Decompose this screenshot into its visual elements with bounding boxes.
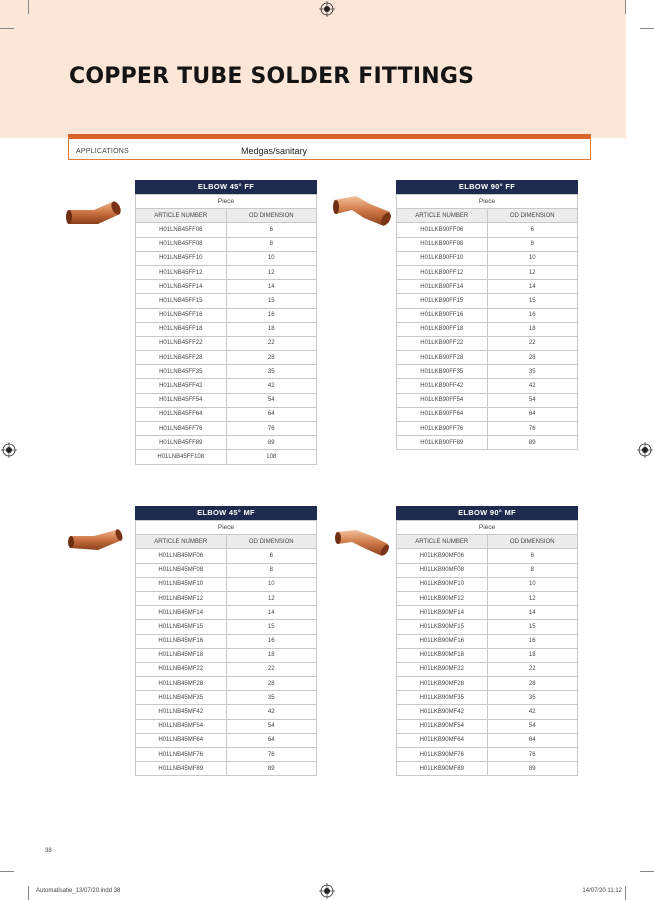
table-title: ELBOW 90° FF [396, 180, 578, 194]
column-header: OD DIMENSION [226, 535, 317, 549]
article-number-cell: H01LKB90MF06 [397, 549, 488, 563]
od-dimension-cell: 14 [226, 280, 317, 294]
od-dimension-cell: 28 [226, 677, 317, 691]
od-dimension-cell: 42 [487, 379, 578, 393]
registration-mark-icon [1, 442, 17, 458]
unit-row [136, 521, 317, 535]
table-row [136, 691, 317, 705]
table-row [397, 308, 578, 322]
od-dimension-cell: 54 [487, 719, 578, 733]
table-row [136, 677, 317, 691]
table-row [136, 379, 317, 393]
od-dimension-cell: 28 [226, 351, 317, 365]
article-number-cell: H01LNB45FF15 [136, 294, 227, 308]
article-number-cell: H01LNB45FF89 [136, 436, 227, 450]
table-row [397, 237, 578, 251]
od-dimension-cell: 35 [487, 365, 578, 379]
article-number-cell: H01LNB45MF89 [136, 762, 227, 776]
article-number-cell: H01LNB45FF08 [136, 237, 227, 251]
od-dimension-cell: 16 [487, 634, 578, 648]
table-row [397, 223, 578, 237]
article-number-cell: H01LKB90MF14 [397, 606, 488, 620]
article-number-cell: H01LKB90MF12 [397, 591, 488, 605]
table-row [136, 365, 317, 379]
od-dimension-cell: 18 [226, 648, 317, 662]
article-number-cell: H01LKB90MF15 [397, 620, 488, 634]
table-row [136, 237, 317, 251]
od-dimension-cell: 28 [487, 677, 578, 691]
od-dimension-cell: 10 [226, 251, 317, 265]
article-number-cell: H01LNB45FF10 [136, 251, 227, 265]
od-dimension-cell: 8 [226, 237, 317, 251]
od-dimension-cell: 89 [226, 436, 317, 450]
od-dimension-cell: 16 [487, 308, 578, 322]
od-dimension-cell: 42 [487, 705, 578, 719]
table-row [136, 634, 317, 648]
table-row [397, 591, 578, 605]
article-number-cell: H01LKB90MF76 [397, 748, 488, 762]
od-dimension-cell: 14 [487, 280, 578, 294]
article-number-cell: H01LKB90MF28 [397, 677, 488, 691]
od-dimension-cell: 12 [226, 265, 317, 279]
table-row [136, 322, 317, 336]
od-dimension-cell: 35 [226, 691, 317, 705]
table-row [136, 351, 317, 365]
article-number-cell: H01LNB45FF35 [136, 365, 227, 379]
od-dimension-cell: 12 [487, 265, 578, 279]
unit-cell: Piece [397, 195, 578, 209]
article-number-cell: H01LNB45FF22 [136, 336, 227, 350]
article-number-cell: H01LNB45MF35 [136, 691, 227, 705]
od-dimension-cell: 18 [487, 322, 578, 336]
elbow-45-ff-table [135, 180, 317, 465]
table-row [136, 393, 317, 407]
od-dimension-cell: 76 [487, 748, 578, 762]
article-number-cell: H01LKB90MF10 [397, 577, 488, 591]
crop-mark [28, 886, 29, 900]
elbow-45-mf-table [135, 506, 317, 776]
article-number-cell: H01LKB90FF16 [397, 308, 488, 322]
unit-row [136, 195, 317, 209]
table-row [397, 351, 578, 365]
applications-bar [68, 134, 591, 160]
table-row [397, 748, 578, 762]
od-dimension-cell: 15 [226, 294, 317, 308]
od-dimension-cell: 76 [226, 422, 317, 436]
article-number-cell: H01LNB45FF42 [136, 379, 227, 393]
header-row [397, 535, 578, 549]
elbow-90-ff-table [396, 180, 578, 450]
table-row [136, 280, 317, 294]
table-row [397, 549, 578, 563]
table-row [136, 549, 317, 563]
table-row [397, 379, 578, 393]
article-number-cell: H01LNB45MF18 [136, 648, 227, 662]
article-number-cell: H01LNB45MF15 [136, 620, 227, 634]
table-row [136, 733, 317, 747]
od-dimension-cell: 16 [226, 308, 317, 322]
table-row [136, 407, 317, 421]
article-number-cell: H01LKB90MF42 [397, 705, 488, 719]
od-dimension-cell: 22 [487, 662, 578, 676]
applications-label: APPLICATIONS [76, 148, 129, 155]
table-row [397, 762, 578, 776]
article-number-cell: H01LNB45MF08 [136, 563, 227, 577]
article-number-cell: H01LKB90FF15 [397, 294, 488, 308]
column-header: OD DIMENSION [487, 535, 578, 549]
article-number-cell: H01LNB45MF54 [136, 719, 227, 733]
table-row [136, 294, 317, 308]
crop-mark [28, 0, 29, 14]
table-row [136, 719, 317, 733]
elbow-90-mf-fitting-icon [332, 522, 394, 558]
article-number-cell: H01LKB90FF06 [397, 223, 488, 237]
registration-mark-icon [319, 883, 335, 899]
table-row [136, 762, 317, 776]
article-number-cell: H01LKB90MF35 [397, 691, 488, 705]
table-row [397, 393, 578, 407]
od-dimension-cell: 6 [226, 223, 317, 237]
article-number-cell: H01LKB90FF22 [397, 336, 488, 350]
od-dimension-cell: 64 [487, 407, 578, 421]
unit-row [397, 521, 578, 535]
od-dimension-cell: 54 [487, 393, 578, 407]
elbow-45-ff-fitting-icon [64, 196, 126, 230]
article-number-cell: H01LKB90MF22 [397, 662, 488, 676]
od-dimension-cell: 22 [226, 662, 317, 676]
column-header: OD DIMENSION [487, 209, 578, 223]
elbow-90-ff-fitting-icon [330, 192, 394, 228]
table-row [397, 365, 578, 379]
table-row [136, 577, 317, 591]
article-number-cell: H01LNB45MF10 [136, 577, 227, 591]
table-row [136, 591, 317, 605]
od-dimension-cell: 10 [487, 251, 578, 265]
table-title: ELBOW 90° MF [396, 506, 578, 520]
od-dimension-cell: 6 [226, 549, 317, 563]
article-number-cell: H01LKB90MF89 [397, 762, 488, 776]
table-title: ELBOW 45° FF [135, 180, 317, 194]
article-number-cell: H01LNB45FF28 [136, 351, 227, 365]
article-number-cell: H01LNB45FF06 [136, 223, 227, 237]
od-dimension-cell: 54 [226, 393, 317, 407]
table-row [397, 648, 578, 662]
od-dimension-cell: 76 [226, 748, 317, 762]
article-number-cell: H01LKB90FF12 [397, 265, 488, 279]
table-row [397, 705, 578, 719]
od-dimension-cell: 76 [487, 422, 578, 436]
od-dimension-cell: 89 [226, 762, 317, 776]
od-dimension-cell: 14 [487, 606, 578, 620]
crop-mark [0, 871, 14, 872]
article-number-cell: H01LNB45FF108 [136, 450, 227, 464]
od-dimension-cell: 64 [226, 733, 317, 747]
article-number-cell: H01LKB90FF89 [397, 436, 488, 450]
od-dimension-cell: 15 [487, 294, 578, 308]
table-row [397, 606, 578, 620]
od-dimension-cell: 8 [487, 237, 578, 251]
footer-timestamp: 14/07/20 11:12 [582, 888, 622, 894]
table-row [136, 251, 317, 265]
od-dimension-cell: 8 [226, 563, 317, 577]
crop-mark [640, 28, 654, 29]
registration-mark-icon [637, 442, 653, 458]
article-number-cell: H01LNB45MF22 [136, 662, 227, 676]
footer-file-info: Automatisatie_13/07/20.indd 38 [36, 888, 121, 894]
unit-cell: Piece [397, 521, 578, 535]
elbow-90-mf-table [396, 506, 578, 776]
table-row [397, 294, 578, 308]
unit-row [397, 195, 578, 209]
od-dimension-cell: 12 [226, 591, 317, 605]
crop-mark [625, 0, 626, 14]
od-dimension-cell: 6 [487, 223, 578, 237]
page-number: 38 [45, 848, 52, 854]
od-dimension-cell: 10 [487, 577, 578, 591]
od-dimension-cell: 12 [487, 591, 578, 605]
article-number-cell: H01LNB45MF64 [136, 733, 227, 747]
table-row [136, 606, 317, 620]
article-number-cell: H01LNB45MF76 [136, 748, 227, 762]
article-number-cell: H01LKB90FF64 [397, 407, 488, 421]
article-number-cell: H01LKB90FF08 [397, 237, 488, 251]
header-row [136, 209, 317, 223]
od-dimension-cell: 14 [226, 606, 317, 620]
registration-mark-icon [319, 1, 335, 17]
od-dimension-cell: 16 [226, 634, 317, 648]
table-row [397, 691, 578, 705]
od-dimension-cell: 108 [226, 450, 317, 464]
column-header: OD DIMENSION [226, 209, 317, 223]
article-number-cell: H01LKB90FF10 [397, 251, 488, 265]
applications-value: Medgas/sanitary [241, 146, 308, 156]
od-dimension-cell: 28 [487, 351, 578, 365]
table-row [397, 407, 578, 421]
od-dimension-cell: 18 [487, 648, 578, 662]
article-number-cell: H01LKB90FF42 [397, 379, 488, 393]
od-dimension-cell: 64 [487, 733, 578, 747]
article-number-cell: H01LNB45MF16 [136, 634, 227, 648]
article-number-cell: H01LNB45MF28 [136, 677, 227, 691]
fittings-table [396, 520, 578, 776]
article-number-cell: H01LNB45FF18 [136, 322, 227, 336]
table-row [136, 748, 317, 762]
od-dimension-cell: 6 [487, 549, 578, 563]
od-dimension-cell: 35 [226, 365, 317, 379]
table-row [136, 662, 317, 676]
table-row [397, 719, 578, 733]
od-dimension-cell: 42 [226, 379, 317, 393]
table-row [397, 577, 578, 591]
table-row [397, 280, 578, 294]
table-row [397, 336, 578, 350]
od-dimension-cell: 89 [487, 436, 578, 450]
header-row [397, 209, 578, 223]
od-dimension-cell: 15 [487, 620, 578, 634]
header-row [136, 535, 317, 549]
table-row [397, 620, 578, 634]
article-number-cell: H01LNB45FF14 [136, 280, 227, 294]
unit-cell: Piece [136, 521, 317, 535]
article-number-cell: H01LKB90FF14 [397, 280, 488, 294]
table-row [136, 563, 317, 577]
table-row [397, 634, 578, 648]
table-row [136, 336, 317, 350]
od-dimension-cell: 8 [487, 563, 578, 577]
table-row [136, 265, 317, 279]
table-row [397, 265, 578, 279]
od-dimension-cell: 10 [226, 577, 317, 591]
column-header: ARTICLE NUMBER [397, 209, 488, 223]
article-number-cell: H01LKB90FF18 [397, 322, 488, 336]
article-number-cell: H01LKB90MF64 [397, 733, 488, 747]
article-number-cell: H01LNB45MF14 [136, 606, 227, 620]
table-row [136, 648, 317, 662]
table-row [397, 677, 578, 691]
table-row [136, 223, 317, 237]
table-row [397, 251, 578, 265]
article-number-cell: H01LKB90FF76 [397, 422, 488, 436]
table-row [397, 733, 578, 747]
table-row [136, 436, 317, 450]
table-row [136, 450, 317, 464]
od-dimension-cell: 35 [487, 691, 578, 705]
od-dimension-cell: 22 [487, 336, 578, 350]
table-row [397, 436, 578, 450]
table-row [397, 422, 578, 436]
article-number-cell: H01LKB90MF08 [397, 563, 488, 577]
article-number-cell: H01LKB90FF54 [397, 393, 488, 407]
od-dimension-cell: 89 [487, 762, 578, 776]
article-number-cell: H01LKB90MF18 [397, 648, 488, 662]
column-header: ARTICLE NUMBER [136, 209, 227, 223]
article-number-cell: H01LKB90FF35 [397, 365, 488, 379]
table-row [397, 322, 578, 336]
od-dimension-cell: 15 [226, 620, 317, 634]
table-row [136, 308, 317, 322]
article-number-cell: H01LNB45FF12 [136, 265, 227, 279]
fittings-table [396, 194, 578, 450]
article-number-cell: H01LNB45MF06 [136, 549, 227, 563]
table-row [136, 620, 317, 634]
page-title: COPPER TUBE SOLDER FITTINGS [69, 64, 475, 89]
column-header: ARTICLE NUMBER [397, 535, 488, 549]
od-dimension-cell: 42 [226, 705, 317, 719]
article-number-cell: H01LNB45FF64 [136, 407, 227, 421]
article-number-cell: H01LNB45FF54 [136, 393, 227, 407]
article-number-cell: H01LNB45MF12 [136, 591, 227, 605]
article-number-cell: H01LNB45MF42 [136, 705, 227, 719]
crop-mark [625, 886, 626, 900]
article-number-cell: H01LKB90MF16 [397, 634, 488, 648]
elbow-45-mf-fitting-icon [66, 526, 128, 556]
article-number-cell: H01LKB90MF54 [397, 719, 488, 733]
article-number-cell: H01LNB45FF16 [136, 308, 227, 322]
od-dimension-cell: 22 [226, 336, 317, 350]
article-number-cell: H01LKB90FF28 [397, 351, 488, 365]
article-number-cell: H01LNB45FF76 [136, 422, 227, 436]
table-title: ELBOW 45° MF [135, 506, 317, 520]
table-row [136, 422, 317, 436]
crop-mark [640, 871, 654, 872]
table-row [136, 705, 317, 719]
od-dimension-cell: 18 [226, 322, 317, 336]
od-dimension-cell: 54 [226, 719, 317, 733]
crop-mark [0, 28, 14, 29]
fittings-table [135, 194, 317, 465]
unit-cell: Piece [136, 195, 317, 209]
table-row [397, 662, 578, 676]
od-dimension-cell: 64 [226, 407, 317, 421]
column-header: ARTICLE NUMBER [136, 535, 227, 549]
fittings-table [135, 520, 317, 776]
table-row [397, 563, 578, 577]
